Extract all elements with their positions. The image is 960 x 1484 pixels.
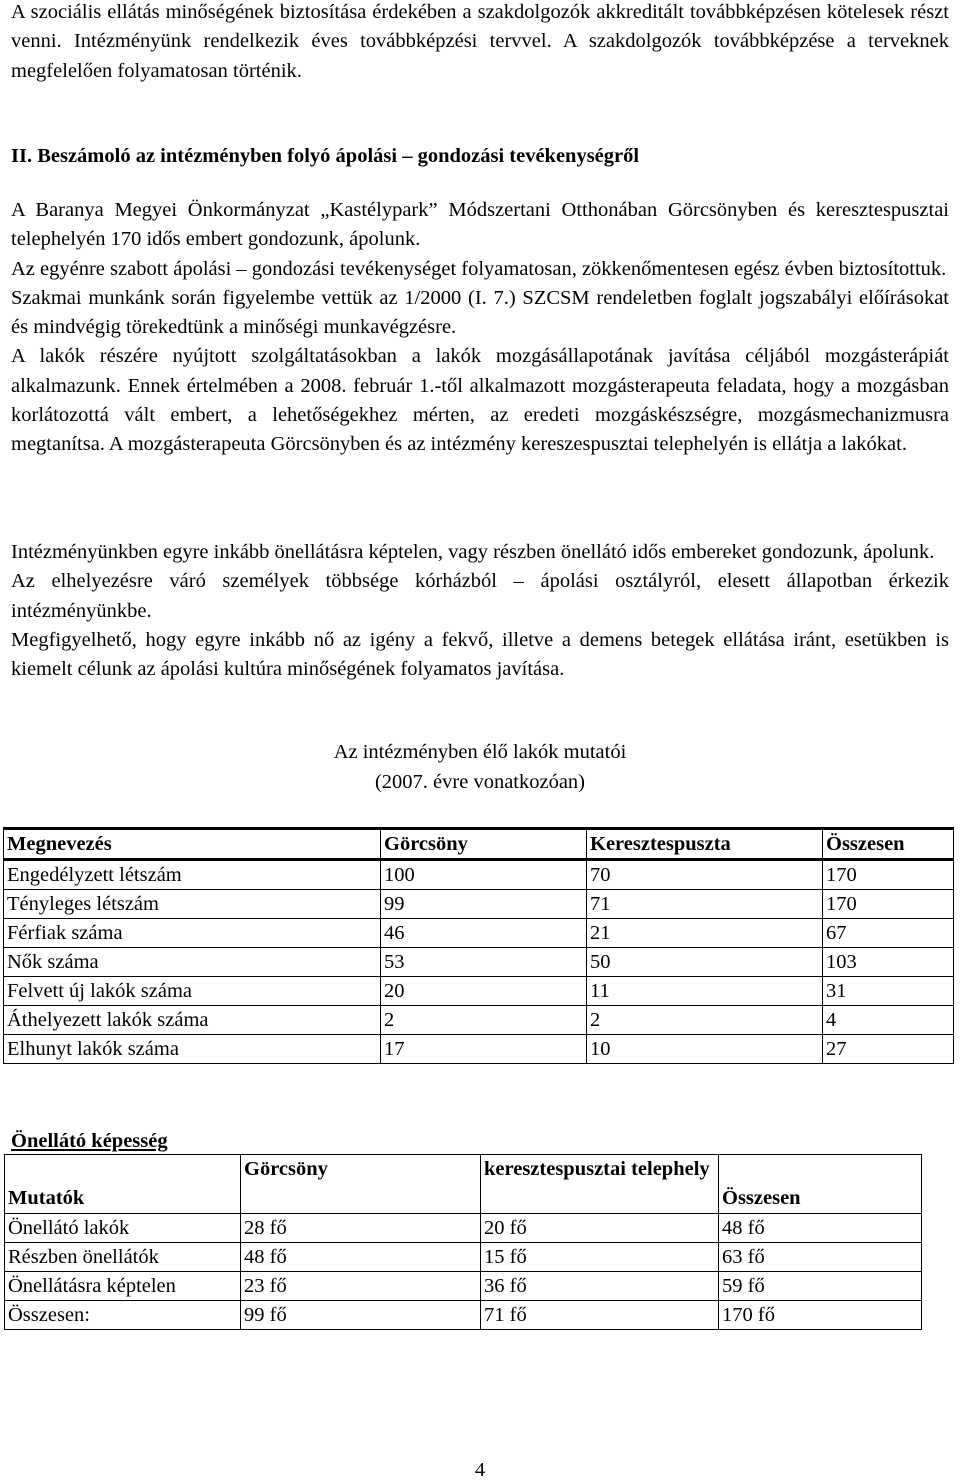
table-cell: 28 fő xyxy=(241,1214,481,1243)
table-cell: 71 xyxy=(587,890,823,919)
table-cell: 50 xyxy=(587,948,823,977)
table-cell: 4 xyxy=(823,1006,954,1035)
table-cell: 20 fő xyxy=(481,1214,719,1243)
header-cell: Megnevezés xyxy=(4,829,381,860)
table-cell: 17 xyxy=(381,1035,587,1064)
table-cell: 21 xyxy=(587,919,823,948)
table-cell: Tényleges létszám xyxy=(4,890,381,919)
table-cell: Áthelyezett lakók száma xyxy=(4,1006,381,1035)
table-caption xyxy=(11,737,949,797)
table-cell: Férfiak száma xyxy=(4,919,381,948)
caption-line-1: Az intézményben élő lakók mutatói xyxy=(333,741,627,763)
table-row xyxy=(4,890,954,919)
table-cell: 10 xyxy=(587,1035,823,1064)
table-cell: 170 fő xyxy=(719,1301,922,1330)
table-cell: 99 fő xyxy=(241,1301,481,1330)
paragraph-residents: A Baranya Megyei Önkormányzat „Kastélypark” Módszertani Otthonában Görcsönyben és keresztespusztai telephelyén 170 idős embert gondozunk, ápolunk. xyxy=(11,199,949,251)
page-number: 4 xyxy=(474,1459,486,1481)
table-cell: 23 fő xyxy=(241,1272,481,1301)
table-cell: Összesen: xyxy=(5,1301,241,1330)
table-cell: 31 xyxy=(823,977,954,1006)
table-row xyxy=(5,1272,922,1301)
table-cell: Nők száma xyxy=(4,948,381,977)
header-cell: Mutatók xyxy=(5,1155,241,1214)
table-cell: 103 xyxy=(823,948,954,977)
section-heading: II. Beszámoló az intézményben folyó ápolási – gondozási tevékenységről xyxy=(11,145,640,167)
table-row xyxy=(4,860,954,890)
table-cell: 48 fő xyxy=(241,1243,481,1272)
table-row xyxy=(5,1243,922,1272)
table-cell: Engedélyzett létszám xyxy=(4,860,381,890)
header-cell: keresztespusztai telephely xyxy=(481,1155,719,1214)
paragraph-therapy: A lakók részére nyújtott szolgáltatásokban a lakók mozgásállapotának javítása céljából mozgásterápiát alkalmazunk. Ennek értelmében a 2008. február 1.-től alkalmazott mozgásterapeuta feladata, hogy a mozgásban korlátozottá vált embert, a lehetőségekhez mérten, az eredeti mozgáskészségre, mozgásmechanizmusra megtanítsa. A mozgásterapeuta Görcsönyben és az intézmény kereszespusztai telephelyén is ellátja a lakókat. xyxy=(11,345,949,456)
table-cell: 63 fő xyxy=(719,1243,922,1272)
table-row xyxy=(5,1301,922,1330)
table-cell: 2 xyxy=(381,1006,587,1035)
section-body xyxy=(11,196,949,460)
residents-table xyxy=(3,827,954,1064)
table-cell: Elhunyt lakók száma xyxy=(4,1035,381,1064)
paragraph-care: Az egyénre szabott ápolási – gondozási tevékenységet folyamatosan, zökkenőmentesen egész évben biztosítottuk. xyxy=(11,257,947,280)
header-cell: Keresztespuszta xyxy=(587,829,823,860)
table-cell: 48 fő xyxy=(719,1214,922,1243)
table-row xyxy=(4,948,954,977)
table-header-row xyxy=(5,1155,922,1214)
table-cell: 36 fő xyxy=(481,1272,719,1301)
table-cell: 70 xyxy=(587,860,823,890)
paragraph-admission: Az elhelyezésre váró személyek többsége kórházból – ápolási osztályról, elesett állapotban érkezik intézményünkbe. xyxy=(11,570,949,622)
table-row xyxy=(4,1006,954,1035)
table-cell: 99 xyxy=(381,890,587,919)
table-cell: Önellátásra képtelen xyxy=(5,1272,241,1301)
table-row xyxy=(5,1214,922,1243)
header-cell: Összesen xyxy=(823,829,954,860)
section-body-2 xyxy=(11,538,949,684)
table-row xyxy=(4,977,954,1006)
table-cell: 11 xyxy=(587,977,823,1006)
table-cell: 27 xyxy=(823,1035,954,1064)
table-cell: 59 fő xyxy=(719,1272,922,1301)
paragraph-regulation: Szakmai munkánk során figyelembe vettük az 1/2000 (I. 7.) SZCSM rendeletben foglalt jogszabályi előírásokat és mindvégig törekedtünk a minőségi munkavégzésre. xyxy=(11,286,949,339)
header-cell: Összesen xyxy=(719,1155,922,1214)
caption-line-2: (2007. évre vonatkozóan) xyxy=(374,771,586,793)
table-row xyxy=(4,1035,954,1064)
table-cell: 15 fő xyxy=(481,1243,719,1272)
table-cell: 20 xyxy=(381,977,587,1006)
table-cell: 67 xyxy=(823,919,954,948)
self-care-heading: Önellátó képesség xyxy=(11,1130,168,1152)
table-cell: Részben önellátók xyxy=(5,1243,241,1272)
intro-paragraph: A szociális ellátás minőségének biztosítása érdekében a szakdolgozók akkreditált továbbképzésen kötelesek részt venni. Intézményünk rendelkezik éves továbbképzési tervvel. A szakdolgozók továbbképzése a terveknek megfelelően folyamatosan történik. xyxy=(11,1,949,82)
self-care-table xyxy=(4,1154,922,1330)
table-cell: 100 xyxy=(381,860,587,890)
table-header-row xyxy=(4,829,954,860)
table-cell: Önellátó lakók xyxy=(5,1214,241,1243)
table-cell: 53 xyxy=(381,948,587,977)
table-cell: 46 xyxy=(381,919,587,948)
table-cell: 71 fő xyxy=(481,1301,719,1330)
table-cell: 2 xyxy=(587,1006,823,1035)
paragraph-demand: Megfigyelhető, hogy egyre inkább nő az igény a fekvő, illetve a demens betegek ellátása iránt, esetükben is kiemelt célunk az ápolási kultúra minőségének folyamatos javítása. xyxy=(11,628,949,681)
paragraph-self-care: Intézményünkben egyre inkább önellátásra képtelen, vagy részben önellátó idős embereket gondozunk, ápolunk. xyxy=(11,541,935,563)
table-cell: 170 xyxy=(823,890,954,919)
header-cell: Görcsöny xyxy=(241,1155,481,1214)
header-cell: Görcsöny xyxy=(381,829,587,860)
table-row xyxy=(4,919,954,948)
table-cell: Felvett új lakók száma xyxy=(4,977,381,1006)
table-cell: 170 xyxy=(823,860,954,890)
